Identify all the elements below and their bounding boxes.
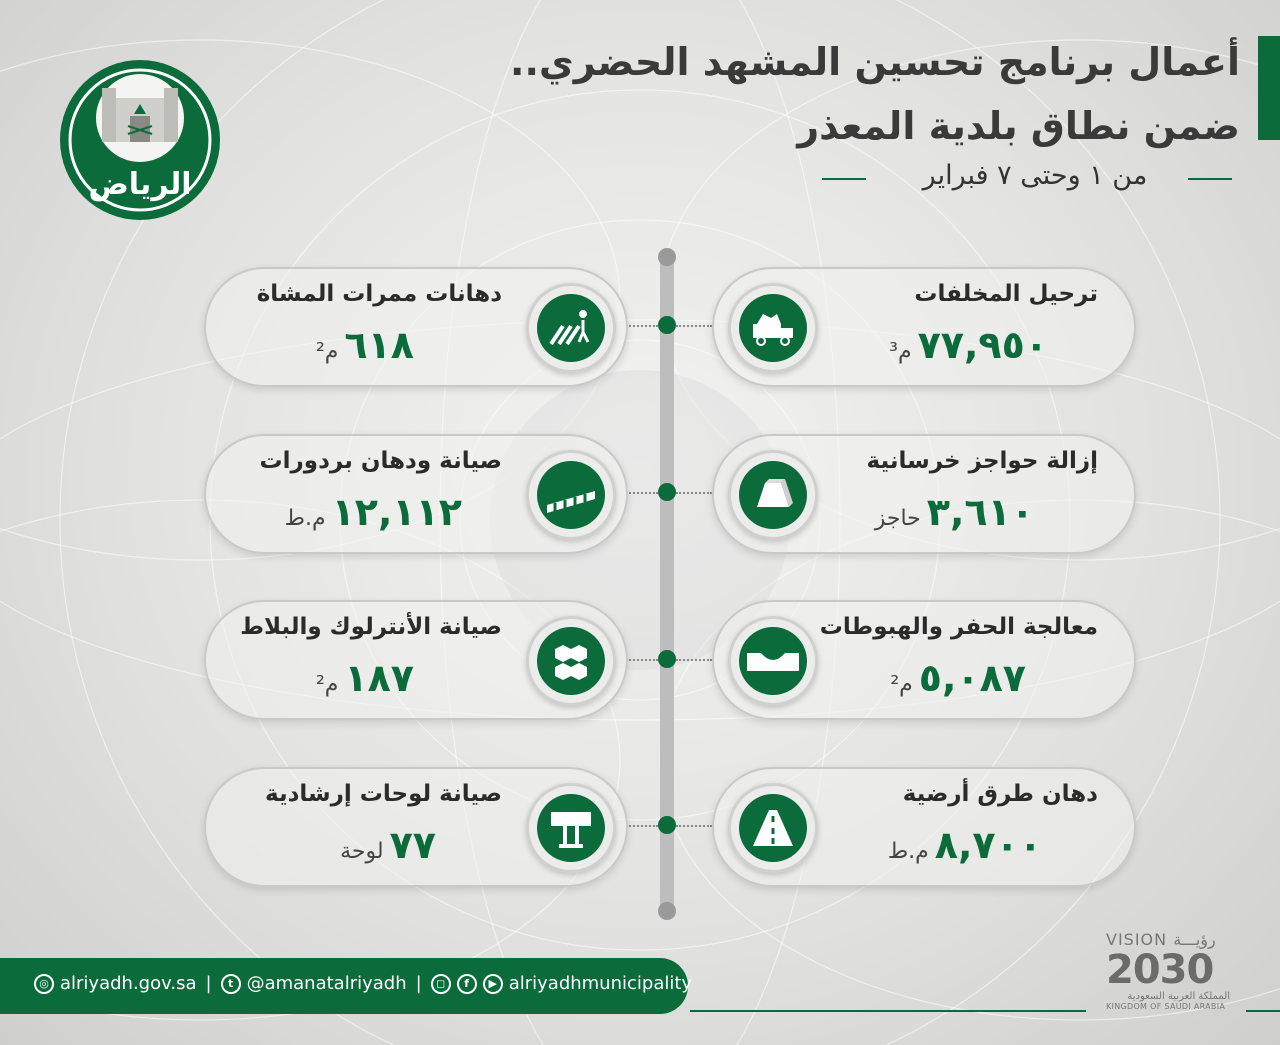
vision-kingdom-en: KINGDOM OF SAUDI ARABIA [1106, 1002, 1226, 1011]
road-icon [728, 783, 818, 873]
stat-label: صيانة ودهان بردورات [259, 448, 502, 474]
stat-number: ٧٧,٩٥٠ [917, 323, 1048, 367]
pothole-icon [728, 616, 818, 706]
stat-label: ترحيل المخلفات [914, 281, 1098, 307]
date-line-left [822, 178, 866, 180]
stat-value [316, 323, 414, 367]
youtube-icon: ▶ [483, 974, 503, 994]
stat-number: ١٨٧ [344, 656, 414, 700]
title-accent-bar [1258, 36, 1280, 140]
connector [626, 492, 658, 494]
globe-icon: ◎ [34, 974, 54, 994]
stat-label: دهانات ممرات المشاة [256, 281, 502, 307]
footer-links [34, 973, 692, 994]
stat-value [888, 823, 1042, 867]
stat-number: ١٢,١١٢ [331, 490, 462, 534]
timeline-dot [658, 483, 676, 501]
stat-value [889, 323, 1048, 367]
stat-unit: م² [315, 339, 339, 364]
curb-icon [526, 450, 616, 540]
stat-value [875, 490, 1034, 534]
footer-bar [0, 958, 693, 1014]
stat-unit: م² [890, 672, 913, 697]
stat-label: صيانة الأنترلوك والبلاط [240, 614, 502, 640]
separator: | [415, 973, 422, 994]
vision-label: VISION رؤيـــة [1106, 930, 1216, 949]
stat-label: إزالة حواجز خرسانية [866, 448, 1098, 474]
connector [676, 325, 712, 327]
page-title: أعمال برنامج تحسين المشهد الحضري.. [510, 40, 1240, 84]
interlock-tiles-icon [526, 616, 616, 706]
instagram-icon: ◻ [431, 974, 451, 994]
separator: | [205, 973, 212, 994]
timeline [660, 252, 674, 912]
stat-number: ٥,٠٨٧ [918, 656, 1026, 700]
stat-value [285, 490, 462, 534]
social-link[interactable]: alriyadhmunicipality [508, 973, 693, 994]
stat-card-signboard-maintenance [204, 767, 628, 887]
vision-2030-logo [1106, 930, 1230, 1011]
logo-text: الرياض [88, 167, 192, 202]
riyadh-logo [58, 58, 222, 222]
connector [676, 825, 712, 827]
stat-number: ٣,٦١٠ [926, 490, 1034, 534]
timeline-start-dot [658, 248, 676, 266]
stat-label: صيانة لوحات إرشادية [265, 781, 502, 807]
pedestrian-crossing-icon [526, 283, 616, 373]
stat-unit: م.ط [887, 839, 929, 864]
stat-value [890, 656, 1026, 700]
stat-label: معالجة الحفر والهبوطات [819, 614, 1098, 640]
stat-unit: م² [315, 672, 339, 697]
stat-value [316, 656, 414, 700]
stat-card-interlock-maintenance [204, 600, 628, 720]
timeline-dot [658, 650, 676, 668]
stat-number: ٧٧ [389, 823, 436, 867]
truck-icon [728, 283, 818, 373]
date-range: من ١ وحتى ٧ فبراير [922, 160, 1148, 191]
page-subtitle: ضمن نطاق بلدية المعذر [797, 104, 1240, 148]
twitter-icon: t [221, 974, 241, 994]
stat-unit: حاجز [874, 506, 921, 531]
twitter-link[interactable]: @amanatalriyadh [246, 973, 407, 994]
timeline-dot [658, 816, 676, 834]
website-link[interactable]: alriyadh.gov.sa [60, 973, 197, 994]
vision-kingdom-ar: المملكة العربية السعودية [1127, 991, 1230, 1002]
concrete-barrier-icon [728, 450, 818, 540]
stat-unit: لوحة [340, 839, 384, 864]
vision-year: 2030 [1106, 947, 1214, 993]
stat-unit: م.ط [284, 506, 326, 531]
stat-number: ٨,٧٠٠ [934, 823, 1042, 867]
facebook-icon: f [457, 974, 477, 994]
stat-card-pothole-repair [712, 600, 1136, 720]
stat-card-pedestrian-crossings [204, 267, 628, 387]
stat-unit: م³ [889, 339, 912, 364]
stat-card-curb-maintenance [204, 434, 628, 554]
connector [626, 659, 658, 661]
stat-value [340, 823, 436, 867]
date-line-right [1188, 178, 1232, 180]
stat-card-waste-removal [712, 267, 1136, 387]
timeline-dot [658, 316, 676, 334]
footer-line [690, 1010, 1086, 1012]
connector [676, 659, 712, 661]
connector [626, 825, 658, 827]
riyadh-municipality-emblem-icon [58, 58, 222, 222]
footer-line-right [1246, 1010, 1280, 1012]
connector [626, 325, 658, 327]
stat-number: ٦١٨ [344, 323, 414, 367]
signboard-icon [526, 783, 616, 873]
timeline-end-dot [658, 902, 676, 920]
stat-card-barrier-removal [712, 434, 1136, 554]
stat-card-road-painting [712, 767, 1136, 887]
connector [676, 492, 712, 494]
stat-label: دهان طرق أرضية [902, 781, 1098, 807]
